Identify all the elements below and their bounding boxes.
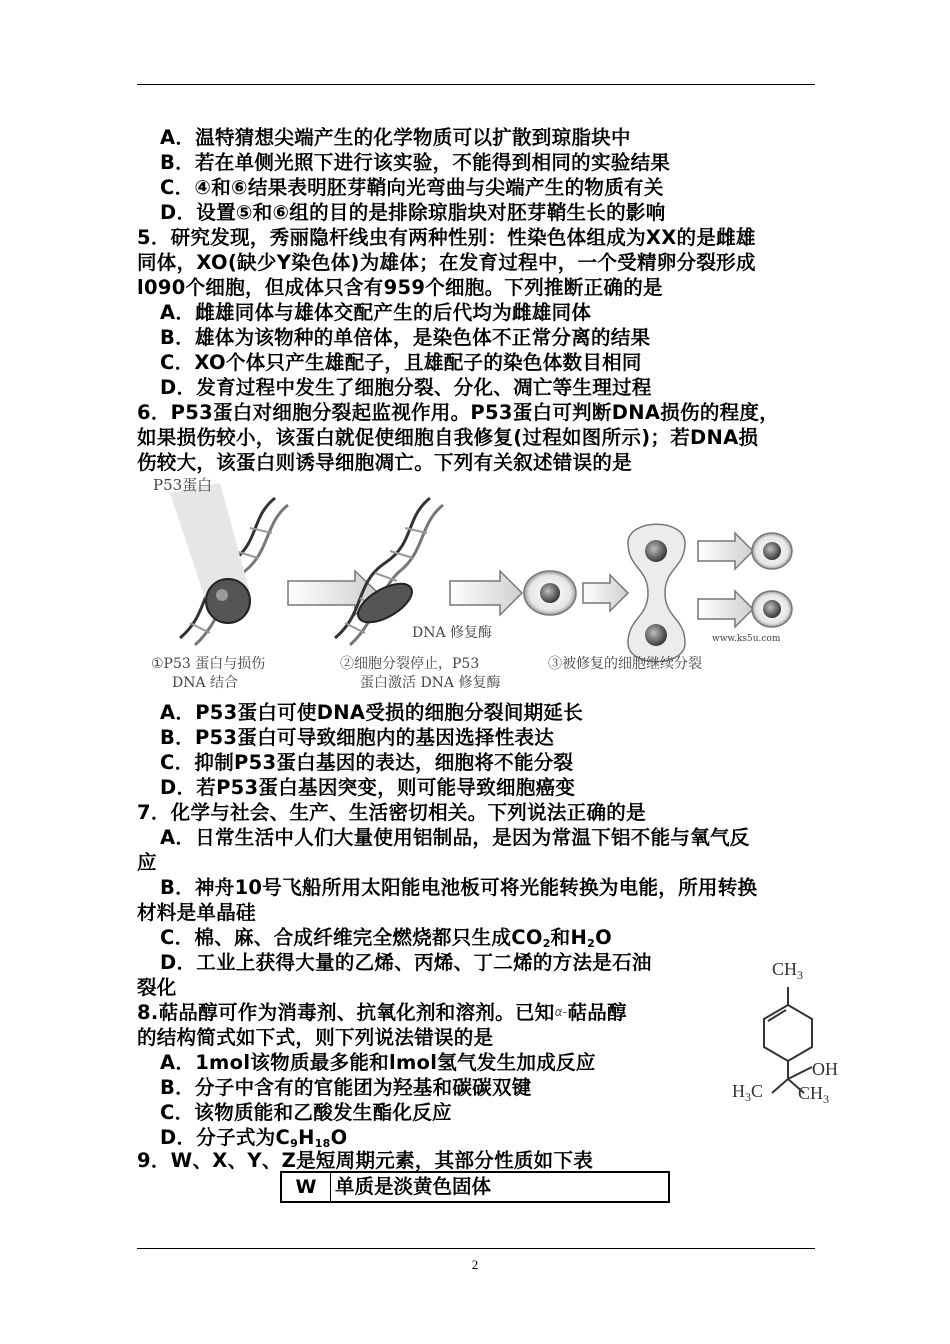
top-rule (137, 84, 815, 85)
arrow-5 (698, 591, 753, 627)
q8-option-d-text: D．分子式为C (160, 1126, 291, 1149)
arrow-2 (450, 571, 522, 615)
q6-option-d: D．若P53蛋白基因突变，则可能导致细胞癌变 (160, 776, 576, 799)
q5-stem-line2: 同体，XO(缺少Y染色体)为雄体；在发育过程中，一个受精卵分裂形成 (137, 251, 756, 274)
q8-option-d-mid: H (298, 1126, 315, 1149)
caption-step2-line1: ②细胞分裂停止，P53 (340, 656, 480, 672)
q8-stem-text-b: 萜品醇 (567, 1001, 627, 1024)
dna-repair-enzyme-label: DNA 修复酶 (412, 625, 493, 641)
q9-table (280, 1171, 670, 1203)
q8-option-d (160, 1125, 348, 1150)
q8-stem-line2: 的结构简式如下式，则下列说法错误的是 (137, 1026, 494, 1049)
caption-step1-line1: ①P53 蛋白与损伤 (151, 656, 266, 672)
p53-repair-figure (150, 473, 810, 695)
q8-stem-line1 (137, 1000, 627, 1025)
q8-alpha: α- (554, 1005, 568, 1019)
ch3-top-label: $CH_3$ (772, 959, 804, 982)
q8-option-b: B．分子中含有的官能团为羟基和碳碳双键 (160, 1076, 532, 1099)
q8-option-c: C．该物质能和乙酸发生酯化反应 (160, 1101, 452, 1124)
q7-option-c-sub2: 2 (587, 937, 596, 950)
arrow-4 (698, 533, 753, 569)
q4-option-a: A．温特猜想尖端产生的化学物质可以扩散到琼脂块中 (160, 126, 631, 149)
q4-option-c: C．④和⑥结果表明胚芽鞘向光弯曲与尖端产生的物质有关 (160, 176, 664, 199)
q7-option-b-line2: 材料是单晶硅 (137, 901, 256, 924)
arrow-3 (583, 575, 628, 611)
ch3-right-label: $CH_3$ (798, 1083, 830, 1106)
q7-option-a-line2: 应 (137, 851, 157, 874)
q4-option-d: D．设置⑤和⑥组的目的是排除琼脂块对胚芽鞘生长的影响 (160, 201, 666, 224)
q6-stem-line2: 如果损伤较小，该蛋白就促使细胞自我修复(过程如图所示)；若DNA损 (137, 426, 759, 449)
q6-option-b: B．P53蛋白可导致细胞内的基因选择性表达 (160, 726, 555, 749)
q6-stem-line1: 6．P53蛋白对细胞分裂起监视作用。P53蛋白可判断DNA损伤的程度， (137, 401, 780, 424)
watermark: www.ks5u.com (712, 634, 781, 644)
q6-stem-line3: 伤较大，该蛋白则诱导细胞凋亡。下列有关叙述错误的是 (137, 451, 633, 474)
q5-option-a: A．雌雄同体与雄体交配产生的后代均为雌雄同体 (160, 301, 592, 324)
q8-stem-text-a: 8.萜品醇可作为消毒剂、抗氧化剂和溶剂。已知 (137, 1001, 555, 1024)
q6-option-a: A．P53蛋白可使DNA受损的细胞分裂间期延长 (160, 701, 584, 724)
bottom-rule (137, 1248, 815, 1249)
q7-option-c (160, 925, 612, 950)
q9-stem: 9．W、X、Y、Z是短周期元素，其部分性质如下表 (137, 1149, 594, 1172)
q7-stem: 7．化学与社会、生产、生活密切相关。下列说法正确的是 (137, 801, 646, 824)
p53-protein-blob (206, 579, 250, 623)
q7-option-a-line1: A．日常生活中人们大量使用铝制品，是因为常温下铝不能与氧气反 (160, 826, 750, 849)
q8-option-a: A．1mol该物质最多能和lmol氢气发生加成反应 (160, 1051, 596, 1074)
page-number: 2 (471, 1257, 479, 1272)
q5-option-b: B．雄体为该物种的单倍体，是染色体不正常分离的结果 (160, 326, 651, 349)
q7-option-c-mid: 和H (550, 926, 588, 949)
q5-option-c: C．XO个体只产生雄配子，且雄配子的染色体数目相同 (160, 351, 642, 374)
q7-option-c-post: O (595, 926, 612, 949)
terpineol-structure (728, 955, 858, 1115)
q8-option-d-sub2: 18 (314, 1137, 331, 1150)
oh-label: OH (812, 1059, 838, 1079)
caption-step1-line2: DNA 结合 (172, 675, 239, 691)
caption-step3: ③被修复的细胞继续分裂 (548, 656, 702, 672)
q5-stem-line3: l090个细胞，但成体只含有959个细胞。下列推断正确的是 (137, 276, 663, 299)
q7-option-c-sub1: 2 (542, 937, 551, 950)
h3c-label: $H_3C$ (732, 1081, 764, 1104)
caption-step2-line2: 蛋白激活 DNA 修复酶 (360, 675, 501, 691)
q8-option-d-sub1: 9 (290, 1137, 299, 1150)
q4-option-b: B．若在单侧光照下进行该实验，不能得到相同的实验结果 (160, 151, 671, 174)
q5-option-d: D．发育过程中发生了细胞分裂、分化、凋亡等生理过程 (160, 376, 652, 399)
table-cell-element: W (282, 1173, 331, 1201)
q7-option-b-line1: B．神舟10号飞船所用太阳能电池板可将光能转换为电能，所用转换 (160, 876, 758, 899)
q5-stem-line1: 5．研究发现，秀丽隐杆线虫有两种性别：性染色体组成为XX的是雌雄 (137, 226, 756, 249)
q8-option-d-post: O (330, 1126, 348, 1149)
q7-option-d-line2: 裂化 (137, 976, 177, 999)
q6-option-c: C．抑制P53蛋白基因的表达，细胞将不能分裂 (160, 751, 574, 774)
q7-option-c-text: C．棉、麻、合成纤维完全燃烧都只生成CO (160, 926, 543, 949)
table-cell-property: 单质是淡黄色固体 (335, 1175, 492, 1198)
p53-label: P53蛋白 (153, 476, 213, 494)
q7-option-d-line1: D．工业上获得大量的乙烯、丙烯、丁二烯的方法是石油 (160, 951, 652, 974)
